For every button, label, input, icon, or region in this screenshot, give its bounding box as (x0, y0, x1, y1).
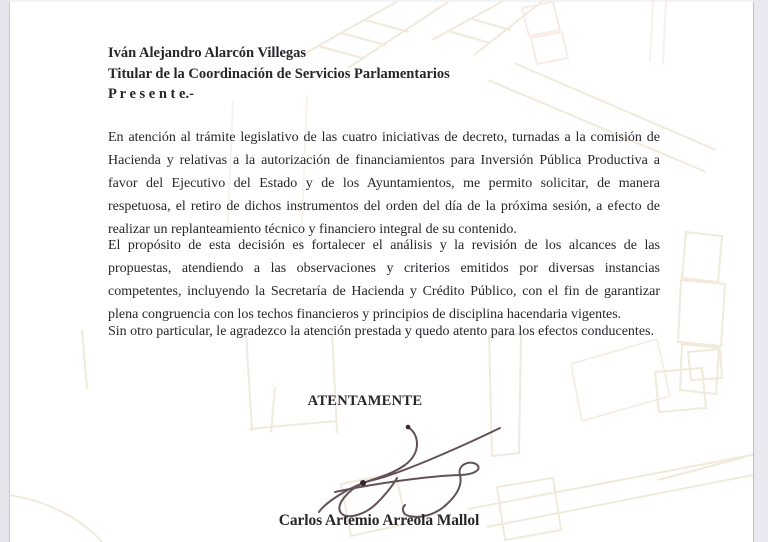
photo-edge-top (9, 0, 754, 2)
photo-edge-left (0, 0, 10, 542)
recipient-name: Iván Alejandro Alarcón Villegas (108, 45, 307, 61)
closing-line: ATENTAMENTE (307, 393, 423, 409)
photo-edge-right (753, 0, 768, 542)
salutation-line: P r e s e n t e.- (108, 86, 194, 102)
body-paragraph-2: El propósito de esta decisión es fortalecer el análisis y la revisión de los alcances de las propuestas, atendiendo a las observaciones y criterios emitidos por diversas instancias competentes, incluyendo la Secretaría de Hacienda y Crédito Público, con el fin de garantizar plena congruencia con los techos financieros y principios de disciplina hacendaria vigentes. (108, 238, 660, 322)
body-paragraph-3: Sin otro particular, le agradezco la atención prestada y quedo atento para los efectos conducentes. (108, 324, 654, 339)
handwritten-signature (297, 415, 507, 520)
recipient-title: Titular de la Coordinación de Servicios Parlamentarios (108, 65, 450, 82)
signer-name: Carlos Artemio Arreola Mallol (278, 512, 480, 529)
body-paragraph-1: En atención al trámite legislativo de las cuatro iniciativas de decreto, turnadas a la comisión de Hacienda y relativas a la autorización de financiamientos para Inversión Pública Productiva a favor del Ejecutivo del Estado y de los Ayuntamientos, me permito solicitar, de manera respetuosa, el retiro de dichos instrumentos del orden del día de la próxima sesión, a efecto de realizar un replanteamiento técnico y financiero integral de su contenido. (108, 130, 660, 237)
recipient-block (108, 43, 660, 105)
